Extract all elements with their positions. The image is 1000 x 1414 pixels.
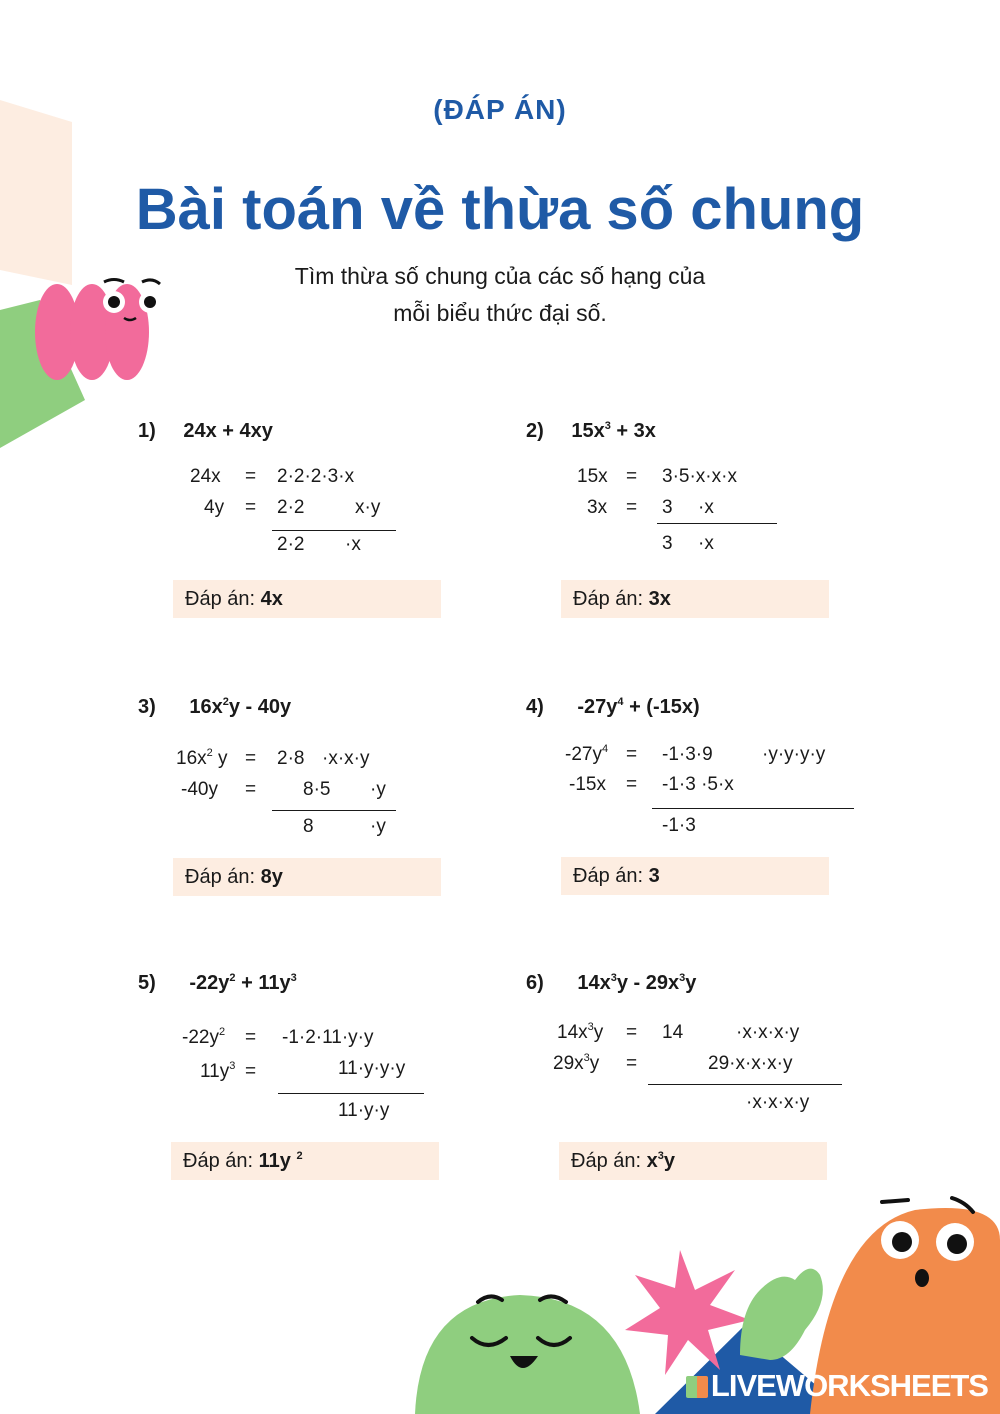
step-lhs: -15x [569,774,606,795]
common-factor-result: ·x·x·x·y [746,1092,810,1113]
step-rhs-extra: ·y [370,779,386,800]
step-lhs: 15x [577,466,608,487]
step-lhs: -40y [181,779,218,800]
instruction-line-2: mỗi biểu thức đại số. [393,300,607,326]
answer-value: 3 [648,865,660,887]
step-lhs: $14x^3y$ [557,1021,604,1043]
page-title: Bài toán về thừa số chung [135,177,865,242]
step-rhs-extra: ·x·x·x·y [736,1022,800,1043]
step-eq: = [626,1053,638,1074]
problem-2-heading [526,420,656,443]
step-rhs-extra: x·y [355,497,381,518]
answer-label: Đáp án: [573,588,644,610]
step-eq: = [626,497,638,518]
common-factor-result-extra: ·x [698,533,714,554]
answer-label: Đáp án: [183,1150,254,1172]
instructions [0,258,1000,332]
common-factor-result: 2·2 [277,534,305,555]
answer-label: Đáp án: [185,866,256,888]
problem-expression: 24x + 4xy [183,420,273,442]
step-rhs: 3·5·x·x·x [662,466,737,487]
problem-4-heading [526,696,700,719]
answer-value: 4x [260,588,283,610]
answer-label: Đáp án: [571,1150,642,1172]
answer-box-2 [561,580,829,618]
step-lhs: $-27y^4$ [565,743,609,765]
liveworksheets-logo-icon [686,1376,708,1398]
step-rhs: 8·5 [303,779,331,800]
common-factor-result: 11·y·y [338,1100,390,1121]
answer-value: 3x [648,588,671,610]
step-rhs: 11·y·y·y [338,1058,406,1079]
problem-6-heading [526,972,696,995]
step-rhs: 2·8 [277,748,305,769]
step-lhs: 3x [587,497,608,518]
answer-label: Đáp án: [573,865,644,887]
green-wavy-shape [740,1269,823,1360]
problem-3-heading [138,696,291,719]
step-rhs-extra: ·x [698,497,714,518]
step-lhs: $-22y^2$ [182,1026,226,1048]
step-lhs: 24x [190,466,221,487]
problem-number: 2) [526,420,544,442]
step-lhs: $29x^3y$ [553,1052,600,1074]
step-rhs: -1·2·11·y·y [282,1027,374,1048]
answer-value: 8y [260,866,283,888]
answer-value: $x^3y$ [646,1150,675,1172]
answer-label: Đáp án: [185,588,256,610]
step-rhs: 29·x·x·x·y [708,1053,793,1074]
step-eq: = [245,466,257,487]
step-eq: = [245,497,257,518]
liveworksheets-brand[interactable]: LIVEWORKSHEETS [686,1368,988,1404]
sum-rule [278,1093,424,1094]
common-factor-result-extra: ·x [345,534,361,555]
step-rhs: -1·3 ·5·x [662,774,734,795]
problem-5-heading [138,972,297,995]
answer-box-3 [173,858,441,896]
step-lhs: $16x^2$ y [176,747,228,769]
step-rhs: -1·3·9 [662,744,713,765]
common-factor-result: 8 [303,816,314,837]
step-eq: = [245,748,257,769]
step-eq: = [626,774,638,795]
answer-box-4 [561,857,829,895]
sum-rule [272,530,396,531]
green-blob-creature [415,1295,640,1414]
problem-number: 6) [526,972,544,994]
step-rhs-extra: ·y·y·y·y [762,744,826,765]
problem-expression: $-22y^2 + 11y^3$ [189,972,297,994]
problem-1-heading [138,420,273,443]
step-lhs: 4y [204,497,225,518]
step-rhs: 14 [662,1022,684,1043]
step-eq: = [626,466,638,487]
step-eq: = [245,1027,257,1048]
step-eq: = [245,779,257,800]
step-rhs-extra: ·x·x·y [322,748,370,769]
step-rhs: 3 [662,497,673,518]
answer-box-6 [559,1142,827,1180]
step-eq: = [626,1022,638,1043]
sum-rule [272,810,396,811]
problem-number: 5) [138,972,156,994]
problem-expression: $-27y^4 + (-15x)$ [577,696,700,718]
answer-key-subtitle: (ĐÁP ÁN) [433,94,567,125]
step-eq: = [626,744,638,765]
step-rhs: 2·2·2·3·x [277,466,355,487]
sum-rule [648,1084,842,1085]
common-factor-result: 3 [662,533,673,554]
step-eq: = [245,1061,257,1082]
problem-number: 3) [138,696,156,718]
sum-rule [657,523,777,524]
common-factor-result: -1·3 [662,815,696,836]
problem-number: 4) [526,696,544,718]
problem-expression: $15x^3 + 3x$ [571,420,656,442]
common-factor-result-extra: ·y [370,816,386,837]
problem-number: 1) [138,420,156,442]
answer-box-1 [173,580,441,618]
step-rhs: 2·2 [277,497,305,518]
answer-box-5 [171,1142,439,1180]
instruction-line-1: Tìm thừa số chung của các số hạng của [294,263,706,289]
answer-value: 11y $^2$ [258,1150,303,1172]
sum-rule [652,808,854,809]
problem-expression: $16x^2y - 40y$ [189,696,292,718]
step-lhs: $11y^3$ [200,1060,236,1082]
problem-expression: $14x^3y - 29x^3y$ [577,972,697,994]
